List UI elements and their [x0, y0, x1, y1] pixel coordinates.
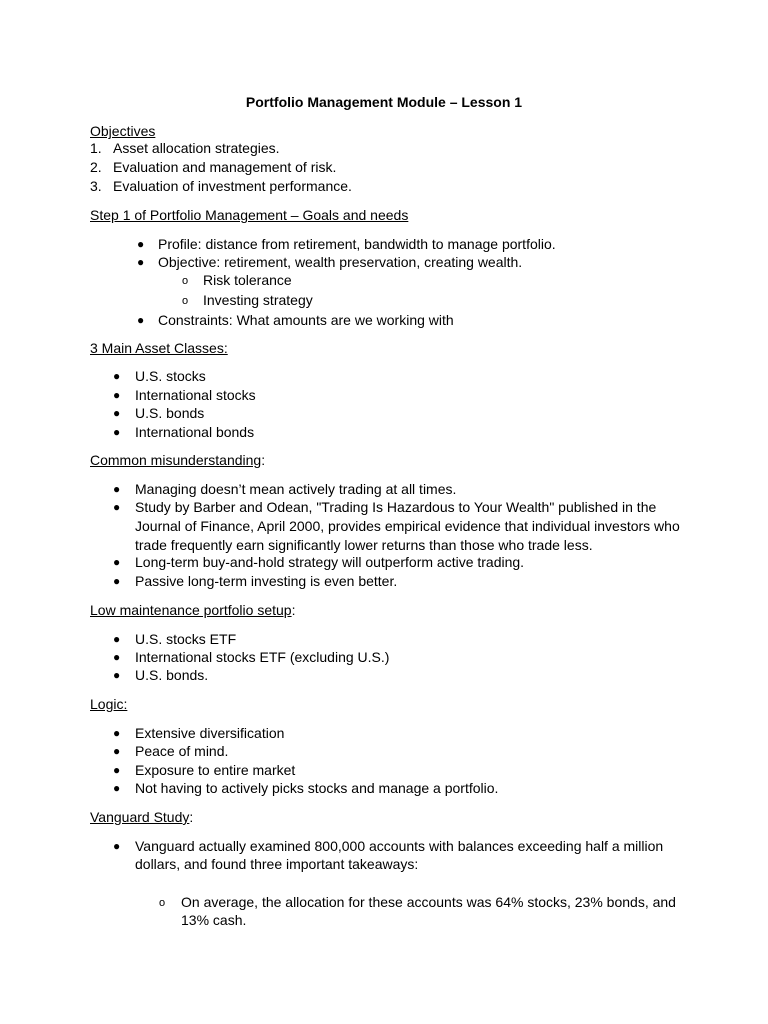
heading-colon: :	[291, 602, 296, 618]
list-item: U.S. bonds.	[135, 667, 209, 683]
list-item: U.S. bonds	[135, 405, 205, 421]
asset-classes-heading: 3 Main Asset Classes:	[90, 340, 228, 356]
heading-text: Vanguard Study	[90, 809, 190, 825]
vanguard-heading	[90, 808, 193, 826]
list-item: Constraints: What amounts are we working with	[158, 312, 454, 328]
circle-bullet-icon: o	[159, 897, 166, 909]
list-item-continuation: dollars, and found three important takeaways:	[135, 856, 419, 872]
bullet-icon: ●	[137, 313, 145, 327]
list-number: 2.	[90, 159, 102, 175]
list-item: Exposure to entire market	[135, 762, 296, 778]
list-item-continuation: Journal of Finance, April 2000, provides empirical evidence that individual investors who	[135, 518, 680, 534]
bullet-icon: ●	[113, 482, 121, 496]
list-number: 1.	[90, 140, 102, 156]
heading-colon: :	[189, 809, 194, 825]
bullet-icon: ●	[113, 726, 121, 740]
document-title: Portfolio Management Module – Lesson 1	[245, 94, 523, 110]
bullet-icon: ●	[137, 255, 145, 269]
list-item-continuation: trade frequently earn significantly lower returns than those who trade less.	[135, 537, 593, 553]
list-item: Study by Barber and Odean, "Trading Is Hazardous to Your Wealth" published in the	[135, 499, 657, 515]
heading-text: Low maintenance portfolio setup	[90, 602, 292, 618]
bullet-icon: ●	[113, 574, 121, 588]
bullet-icon: ●	[113, 781, 121, 795]
bullet-icon: ●	[113, 839, 121, 853]
sub-list-item: Risk tolerance	[203, 272, 292, 288]
list-item	[90, 177, 352, 195]
bullet-icon: ●	[113, 369, 121, 383]
low-maintenance-heading	[90, 601, 295, 619]
list-item: U.S. stocks ETF	[135, 631, 237, 647]
bullet-icon: ●	[137, 237, 145, 251]
list-item-text: Evaluation and management of risk.	[113, 159, 337, 175]
bullet-icon: ●	[113, 406, 121, 420]
list-item-text: Asset allocation strategies.	[113, 140, 280, 156]
list-item: Objective: retirement, wealth preservation, creating wealth.	[158, 254, 523, 270]
list-item: U.S. stocks	[135, 368, 206, 384]
list-item: Managing doesn’t mean actively trading at all times.	[135, 481, 457, 497]
circle-bullet-icon: o	[182, 295, 189, 307]
bullet-icon: ●	[113, 763, 121, 777]
sub-list-item: On average, the allocation for these accounts was 64% stocks, 23% bonds, and	[181, 894, 676, 910]
bullet-icon: ●	[113, 425, 121, 439]
bullet-icon: ●	[113, 555, 121, 569]
list-item: Peace of mind.	[135, 743, 229, 759]
objectives-heading: Objectives	[90, 123, 156, 139]
heading-colon: :	[261, 452, 266, 468]
heading-text: Common misunderstanding	[90, 452, 262, 468]
misunderstanding-heading	[90, 451, 265, 469]
list-item: Profile: distance from retirement, bandwidth to manage portfolio.	[158, 236, 556, 252]
list-item: International bonds	[135, 424, 255, 440]
list-item: International stocks ETF (excluding U.S.)	[135, 649, 390, 665]
list-item: Vanguard actually examined 800,000 accounts with balances exceeding half a million	[135, 838, 664, 854]
list-item	[90, 139, 280, 157]
list-item: International stocks	[135, 387, 256, 403]
bullet-icon: ●	[113, 650, 121, 664]
list-item-text: Evaluation of investment performance.	[113, 178, 352, 194]
list-item: Extensive diversification	[135, 725, 285, 741]
bullet-icon: ●	[113, 388, 121, 402]
list-item: Not having to actively picks stocks and manage a portfolio.	[135, 780, 499, 796]
logic-heading: Logic:	[90, 696, 128, 712]
bullet-icon: ●	[113, 632, 121, 646]
list-number: 3.	[90, 178, 102, 194]
list-item	[90, 158, 336, 176]
list-item: Passive long-term investing is even better.	[135, 573, 398, 589]
step1-heading: Step 1 of Portfolio Management – Goals and needs	[90, 207, 409, 223]
circle-bullet-icon: o	[182, 275, 189, 287]
bullet-icon: ●	[113, 744, 121, 758]
sub-list-item-continuation: 13% cash.	[181, 912, 247, 928]
bullet-icon: ●	[113, 500, 121, 514]
sub-list-item: Investing strategy	[203, 292, 313, 308]
list-item: Long-term buy-and-hold strategy will outperform active trading.	[135, 554, 525, 570]
bullet-icon: ●	[113, 668, 121, 682]
